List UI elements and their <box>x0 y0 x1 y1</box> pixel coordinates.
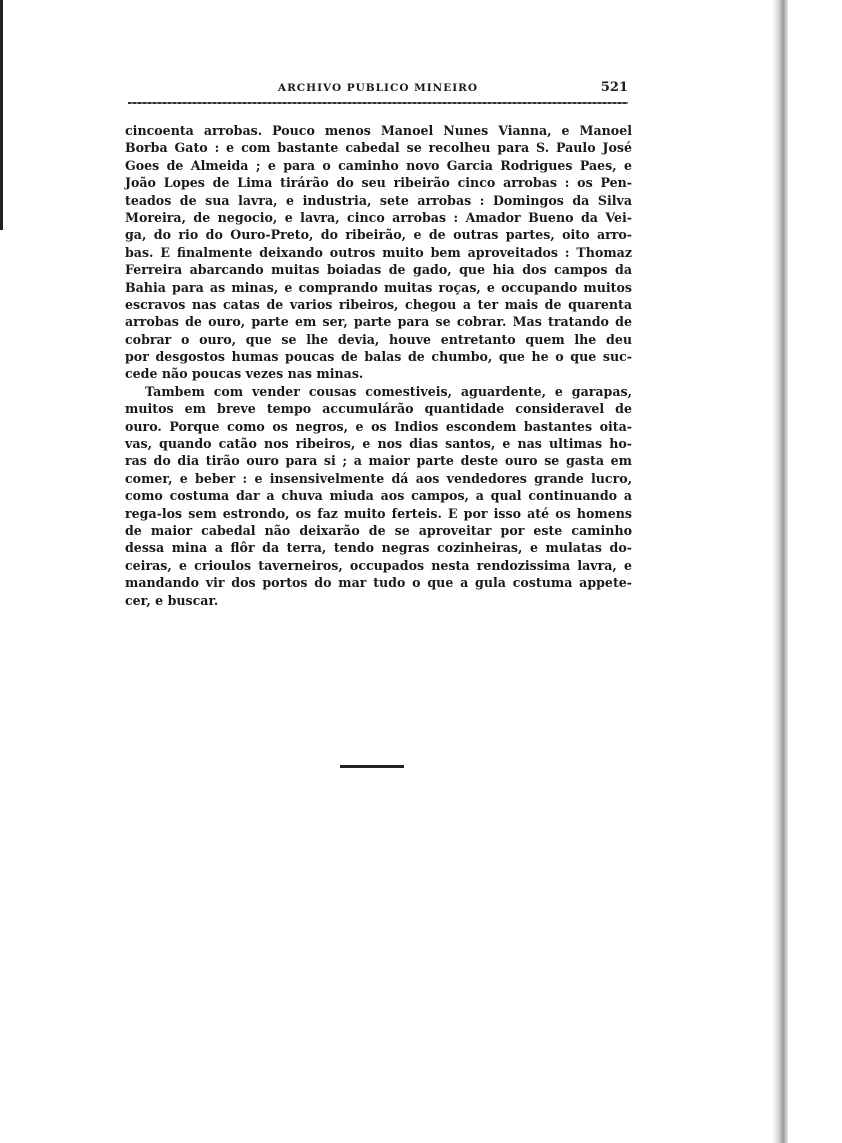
text-line: cer, e buscar. <box>125 592 219 608</box>
text-line: muitos em breve tempo accumulárão quantidade consideravel de <box>125 401 632 417</box>
scan-page-edge <box>772 0 788 1143</box>
text-line: vas, quando catão nos ribeiros, e nos dias santos, e nas ultimas ho- <box>125 436 632 452</box>
text-line: teados de sua lavra, e industria, sete arrobas : Domingos da Silva <box>125 192 632 208</box>
text-line: Bahia para as minas, e comprando muitas roças, e occupando muitos <box>125 279 632 295</box>
text-line: bas. E finalmente deixando outros muito bem aproveitados : Thomaz <box>125 244 632 260</box>
text-line: cede não poucas vezes nas minas. <box>125 366 364 382</box>
scan-edge-left <box>0 0 3 230</box>
text-line: escravos nas catas de varios ribeiros, chegou a ter mais de quarenta <box>125 296 632 312</box>
text-line: cincoenta arrobas. Pouco menos Manoel Nunes Vianna, e Manoel <box>125 123 632 138</box>
text-line: Ferreira abarcando muitas boiadas de gado, que hia dos campos da <box>125 262 632 278</box>
text-line: rega-los sem estrondo, os faz muito ferteis. E por isso até os homens <box>125 505 632 521</box>
text-line: Tambem com vender cousas comestiveis, aguardente, e garapas, <box>145 383 632 399</box>
paragraph <box>125 122 632 383</box>
running-header <box>128 82 628 100</box>
text-line: arrobas de ouro, parte em ser, parte para se cobrar. Mas tratando de <box>125 314 632 330</box>
page-number: 521 <box>600 80 628 95</box>
end-rule <box>340 765 404 768</box>
text-line: dessa mina a flôr da terra, tendo negras cozinheiras, e mulatas do- <box>125 540 632 556</box>
text-line: ouro. Porque como os negros, e os Indios escondem bastantes oita- <box>125 418 632 434</box>
text-line: cobrar o ouro, que se lhe devia, houve entretanto quem lhe deu <box>125 331 632 347</box>
text-line: de maior cabedal não deixarão de se aproveitar por este caminho <box>125 522 632 538</box>
text-line: ga, do rio do Ouro-Preto, do ribeirão, e de outras partes, oito arro- <box>125 227 632 243</box>
header-title: ARCHIVO PUBLICO MINEIRO <box>277 82 479 94</box>
body-text <box>125 122 632 609</box>
text-line: ras do dia tirão ouro para si ; a maior parte deste ouro se gasta em <box>125 453 632 469</box>
text-line: comer, e beber : e insensivelmente dá aos vendedores grande lucro, <box>125 470 632 486</box>
text-line: por desgostos humas poucas de balas de chumbo, que he o que suc- <box>125 349 632 365</box>
text-line: Moreira, de negocio, e lavra, cinco arrobas : Amador Bueno da Vei- <box>125 209 632 225</box>
text-line: mandando vir dos portos do mar tudo o que a gula costuma appete- <box>125 575 632 591</box>
text-line: Goes de Almeida ; e para o caminho novo Garcia Rodrigues Paes, e <box>125 157 632 173</box>
paragraph <box>125 383 632 609</box>
text-line: ceiras, e crioulos taverneiros, occupados nesta rendozissima lavra, e <box>125 557 632 573</box>
header-rule <box>128 102 628 104</box>
text-line: João Lopes de Lima tirárão do seu ribeirão cinco arrobas : os Pen- <box>125 175 632 191</box>
text-line: Borba Gato : e com bastante cabedal se recolheu para S. Paulo José <box>125 140 632 156</box>
text-line: como costuma dar a chuva miuda aos campos, a qual continuando a <box>125 488 632 504</box>
